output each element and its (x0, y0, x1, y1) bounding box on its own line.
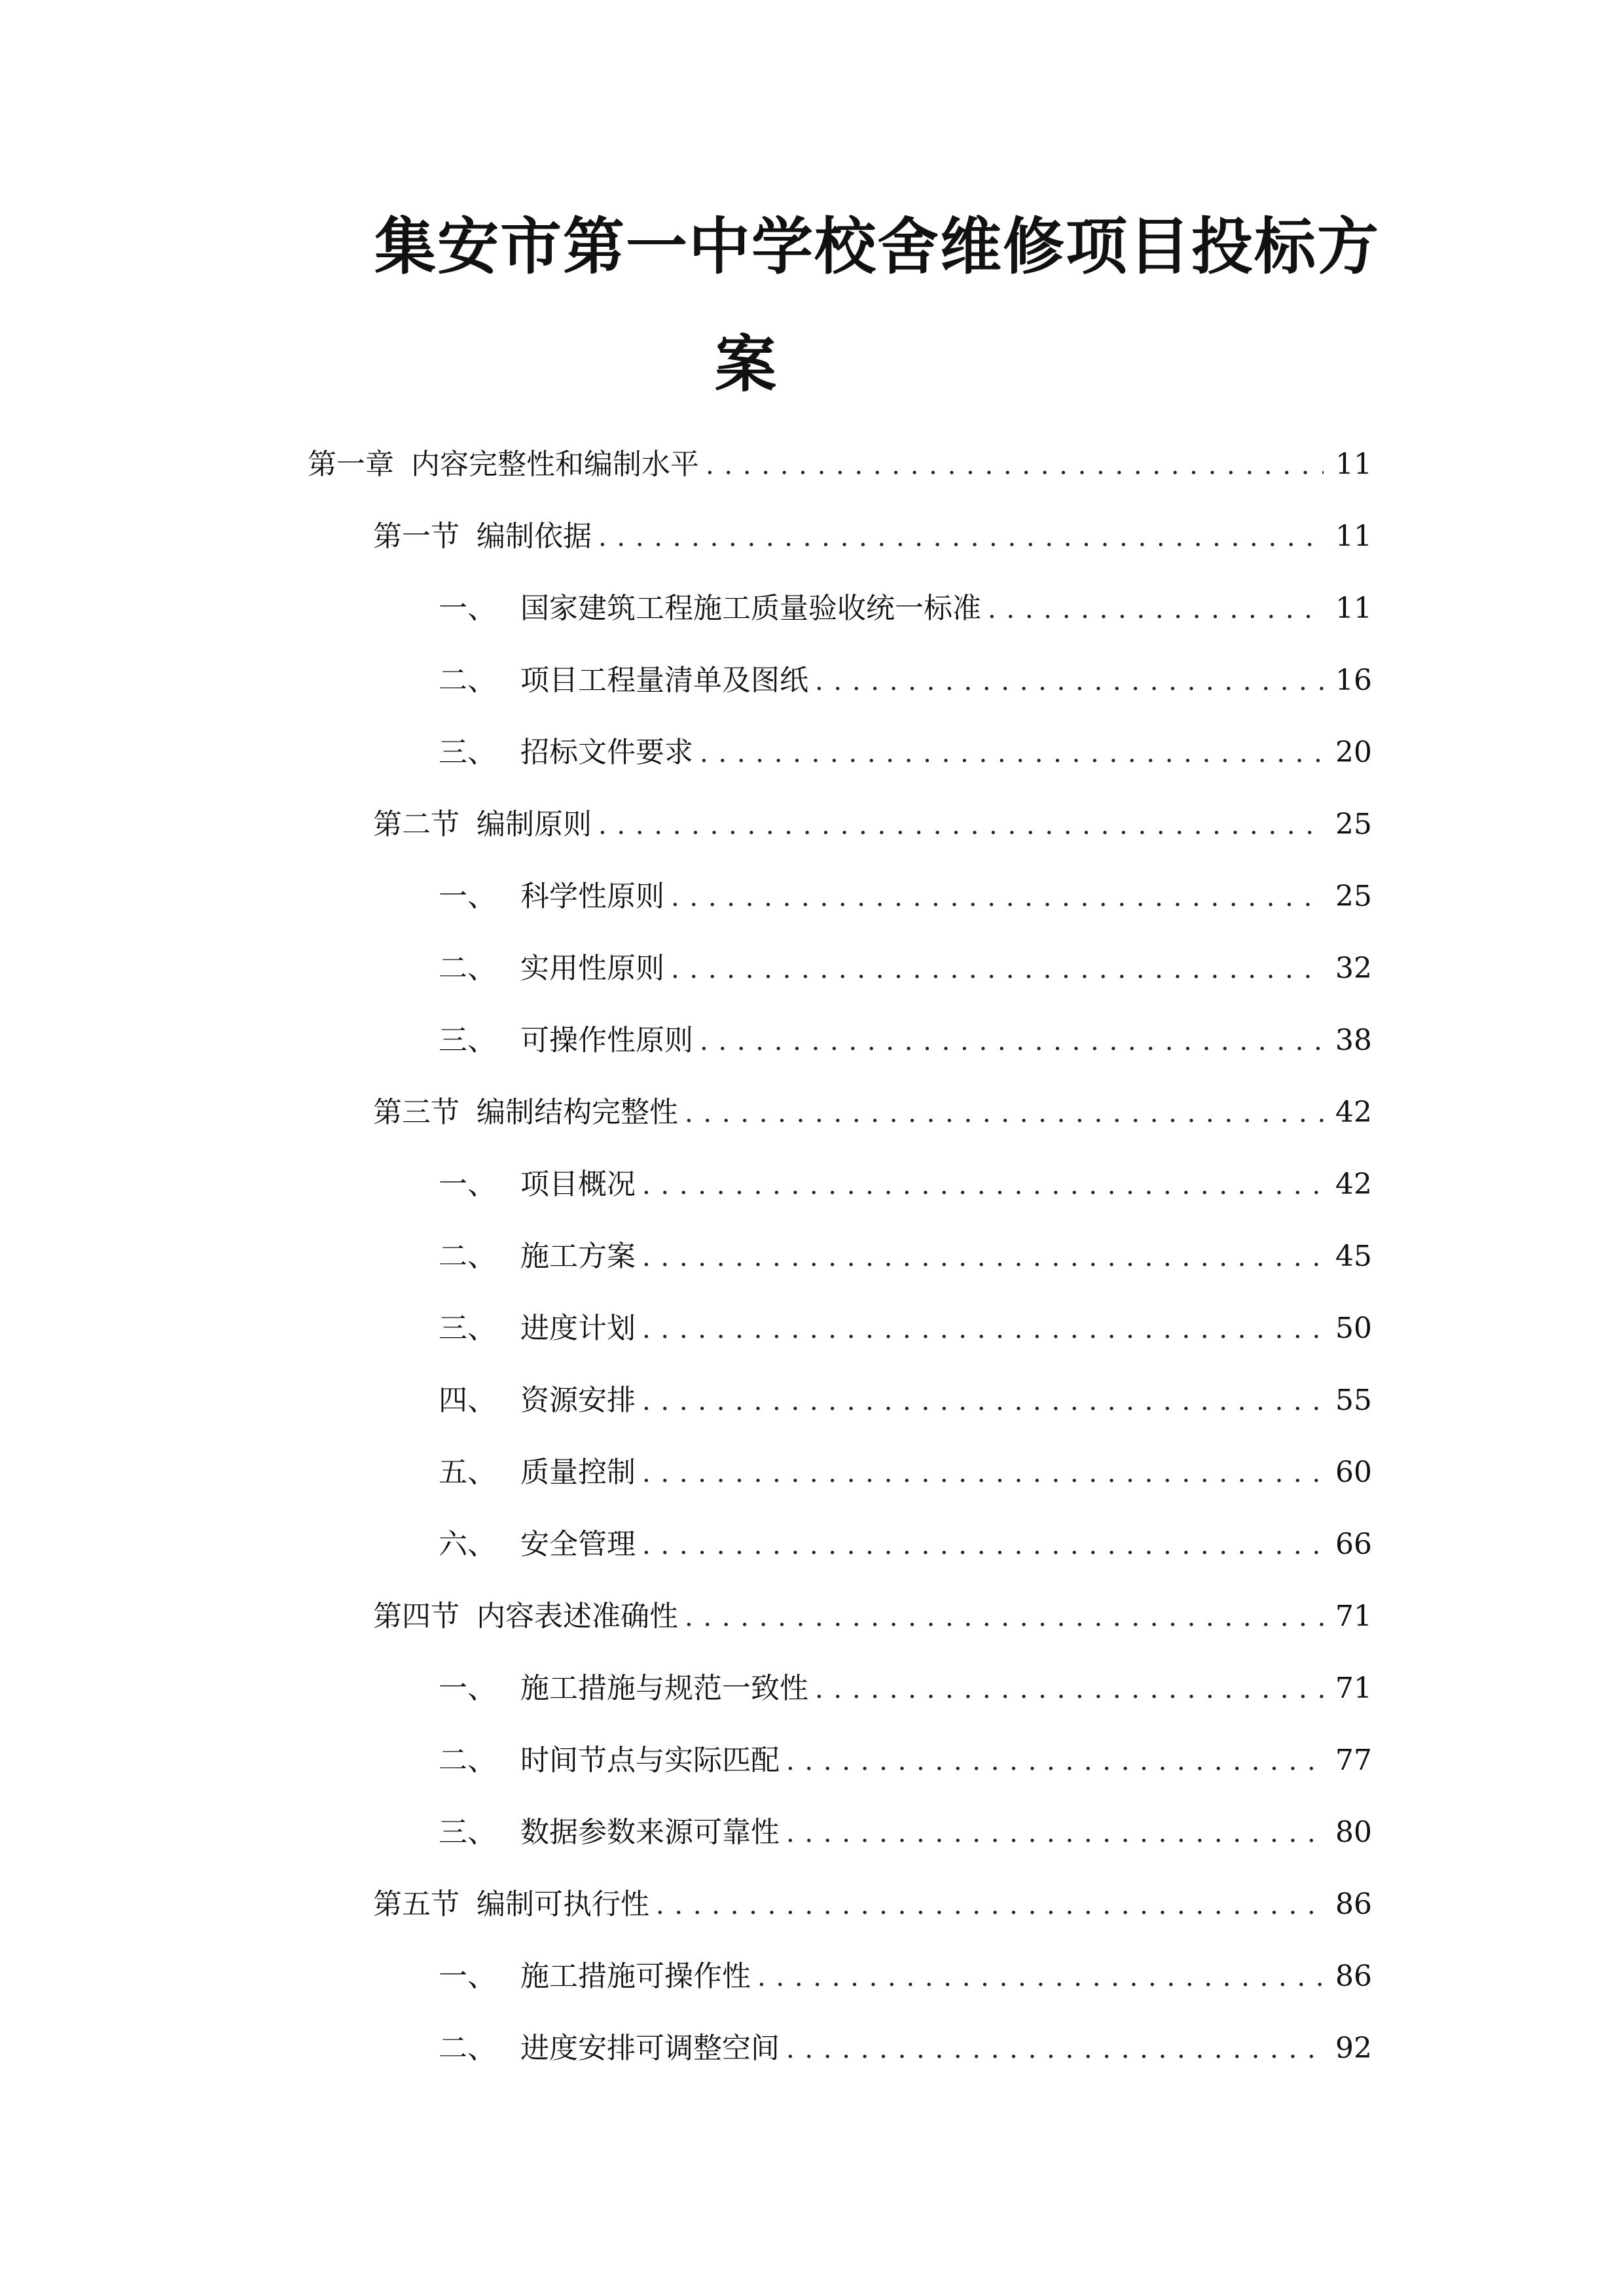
toc-dot-leader (642, 1310, 1324, 1349)
toc-entry[interactable] (439, 877, 1372, 916)
toc-dot-leader (786, 1814, 1324, 1853)
toc-entry-number: 三、 (439, 1024, 496, 1057)
toc-entry-page-number: 77 (1335, 1744, 1372, 1777)
toc-entry-page-number: 11 (1335, 592, 1372, 625)
toc-dot-leader (988, 590, 1324, 629)
toc-entry[interactable] (439, 589, 1372, 628)
toc-dot-leader (815, 1670, 1324, 1709)
toc-entry-number: 二、 (439, 664, 496, 697)
toc-dot-leader (757, 1958, 1324, 1997)
toc-entry[interactable] (439, 1957, 1372, 1996)
toc-entry-title: 内容表述准确性 (477, 1600, 678, 1633)
toc-entry-title: 质量控制 (520, 1456, 636, 1489)
toc-entry-number: 五、 (439, 1456, 496, 1489)
toc-dot-leader (642, 1238, 1324, 1277)
toc-entry-number: 第一节 (373, 520, 460, 553)
toc-entry-page-number: 11 (1335, 448, 1372, 481)
toc-entry-page-number: 55 (1335, 1384, 1372, 1417)
toc-entry-page-number: 45 (1335, 1240, 1372, 1273)
toc-entry-number: 二、 (439, 2032, 496, 2065)
toc-entry-title: 施工措施与规范一致性 (520, 1672, 808, 1705)
toc-entry-title: 编制可执行性 (477, 1888, 649, 1921)
toc-entry[interactable] (373, 805, 1372, 844)
toc-entry-number: 一、 (439, 592, 496, 625)
document-title-line-1: 集安市第一中学校舍维修项目投标方 (374, 211, 1380, 283)
toc-dot-leader (642, 1382, 1324, 1421)
toc-dot-leader (598, 806, 1324, 845)
toc-entry-page-number: 86 (1335, 1888, 1372, 1921)
toc-entry-page-number: 16 (1335, 664, 1372, 697)
toc-entry-title: 进度安排可调整空间 (520, 2032, 780, 2065)
toc-entry[interactable] (439, 733, 1372, 772)
toc-dot-leader (700, 734, 1324, 773)
toc-entry-page-number: 32 (1335, 952, 1372, 985)
document-title-line-2: 案 (714, 329, 778, 401)
toc-dot-leader (671, 950, 1324, 989)
toc-entry[interactable] (439, 1165, 1372, 1204)
toc-entry[interactable] (439, 1741, 1372, 1780)
toc-entry-page-number: 86 (1335, 1960, 1372, 1993)
toc-entry-number: 第四节 (373, 1600, 460, 1633)
toc-entry[interactable] (439, 1453, 1372, 1492)
toc-entry-page-number: 42 (1335, 1096, 1372, 1129)
toc-entry-page-number: 25 (1335, 880, 1372, 913)
toc-entry-title: 时间节点与实际匹配 (520, 1744, 780, 1777)
toc-dot-leader (671, 878, 1324, 917)
toc-entry-title: 科学性原则 (520, 880, 664, 913)
toc-entry-number: 三、 (439, 1312, 496, 1345)
toc-entry[interactable] (439, 661, 1372, 700)
toc-entry-title: 项目概况 (520, 1168, 636, 1201)
toc-entry-number: 一、 (439, 880, 496, 913)
toc-entry-title: 项目工程量清单及图纸 (520, 664, 808, 697)
toc-entry-title: 编制原则 (477, 808, 592, 841)
toc-dot-leader (700, 1022, 1324, 1061)
toc-dot-leader (685, 1094, 1324, 1133)
toc-entry-number: 三、 (439, 1816, 496, 1849)
toc-entry-page-number: 25 (1335, 808, 1372, 841)
toc-entry-title: 国家建筑工程施工质量验收统一标准 (520, 592, 981, 625)
toc-entry[interactable] (373, 1597, 1372, 1636)
toc-entry-title: 实用性原则 (520, 952, 664, 985)
toc-dot-leader (642, 1166, 1324, 1205)
toc-entry-number: 一、 (439, 1672, 496, 1705)
toc-entry-number: 三、 (439, 736, 496, 769)
toc-entry-number: 一、 (439, 1168, 496, 1201)
toc-entry-title: 进度计划 (520, 1312, 636, 1345)
toc-entry[interactable] (439, 1309, 1372, 1348)
toc-entry[interactable] (308, 445, 1372, 484)
toc-entry-page-number: 50 (1335, 1312, 1372, 1345)
toc-dot-leader (706, 446, 1324, 485)
toc-dot-leader (656, 1886, 1324, 1925)
toc-entry[interactable] (439, 2029, 1372, 2068)
toc-dot-leader (786, 1742, 1324, 1781)
toc-entry-title: 招标文件要求 (520, 736, 693, 769)
toc-entry-number: 四、 (439, 1384, 496, 1417)
toc-entry-page-number: 80 (1335, 1816, 1372, 1849)
toc-entry-page-number: 42 (1335, 1168, 1372, 1201)
toc-entry-number: 二、 (439, 1744, 496, 1777)
toc-entry-number: 第三节 (373, 1096, 460, 1129)
toc-dot-leader (685, 1598, 1324, 1637)
toc-entry[interactable] (439, 1381, 1372, 1420)
toc-dot-leader (786, 2030, 1324, 2069)
toc-entry-title: 施工措施可操作性 (520, 1960, 751, 1993)
toc-entry-title: 编制依据 (477, 520, 592, 553)
toc-entry[interactable] (439, 1669, 1372, 1708)
toc-entry-page-number: 92 (1335, 2032, 1372, 2065)
toc-entry[interactable] (439, 1525, 1372, 1564)
toc-entry-title: 安全管理 (520, 1528, 636, 1561)
toc-entry-title: 可操作性原则 (520, 1024, 693, 1057)
toc-entry-page-number: 60 (1335, 1456, 1372, 1489)
toc-entry-page-number: 71 (1335, 1600, 1372, 1633)
toc-entry-title: 编制结构完整性 (477, 1096, 678, 1129)
toc-entry-title: 数据参数来源可靠性 (520, 1816, 780, 1849)
toc-entry-title: 施工方案 (520, 1240, 636, 1273)
toc-entry[interactable] (373, 517, 1372, 556)
toc-entry[interactable] (373, 1093, 1372, 1132)
toc-entry[interactable] (439, 1237, 1372, 1276)
toc-entry-number: 一、 (439, 1960, 496, 1993)
toc-entry-page-number: 71 (1335, 1672, 1372, 1705)
toc-dot-leader (642, 1454, 1324, 1493)
toc-dot-leader (598, 518, 1324, 557)
toc-entry-title: 资源安排 (520, 1384, 636, 1417)
toc-entry-page-number: 38 (1335, 1024, 1372, 1057)
toc-entry-number: 第二节 (373, 808, 460, 841)
toc-dot-leader (815, 662, 1324, 701)
toc-entry[interactable] (373, 1885, 1372, 1924)
toc-entry[interactable] (439, 1021, 1372, 1060)
toc-entry-number: 二、 (439, 952, 496, 985)
toc-entry-page-number: 20 (1335, 736, 1372, 769)
toc-entry-number: 第五节 (373, 1888, 460, 1921)
toc-entry-number: 六、 (439, 1528, 496, 1561)
toc-entry-number: 二、 (439, 1240, 496, 1273)
toc-entry-page-number: 11 (1335, 520, 1372, 553)
toc-entry-number: 第一章 (308, 448, 394, 481)
toc-entry[interactable] (439, 949, 1372, 988)
toc-entry-title: 内容完整性和编制水平 (411, 448, 699, 481)
toc-entry[interactable] (439, 1813, 1372, 1852)
toc-dot-leader (642, 1526, 1324, 1565)
toc-entry-page-number: 66 (1335, 1528, 1372, 1561)
